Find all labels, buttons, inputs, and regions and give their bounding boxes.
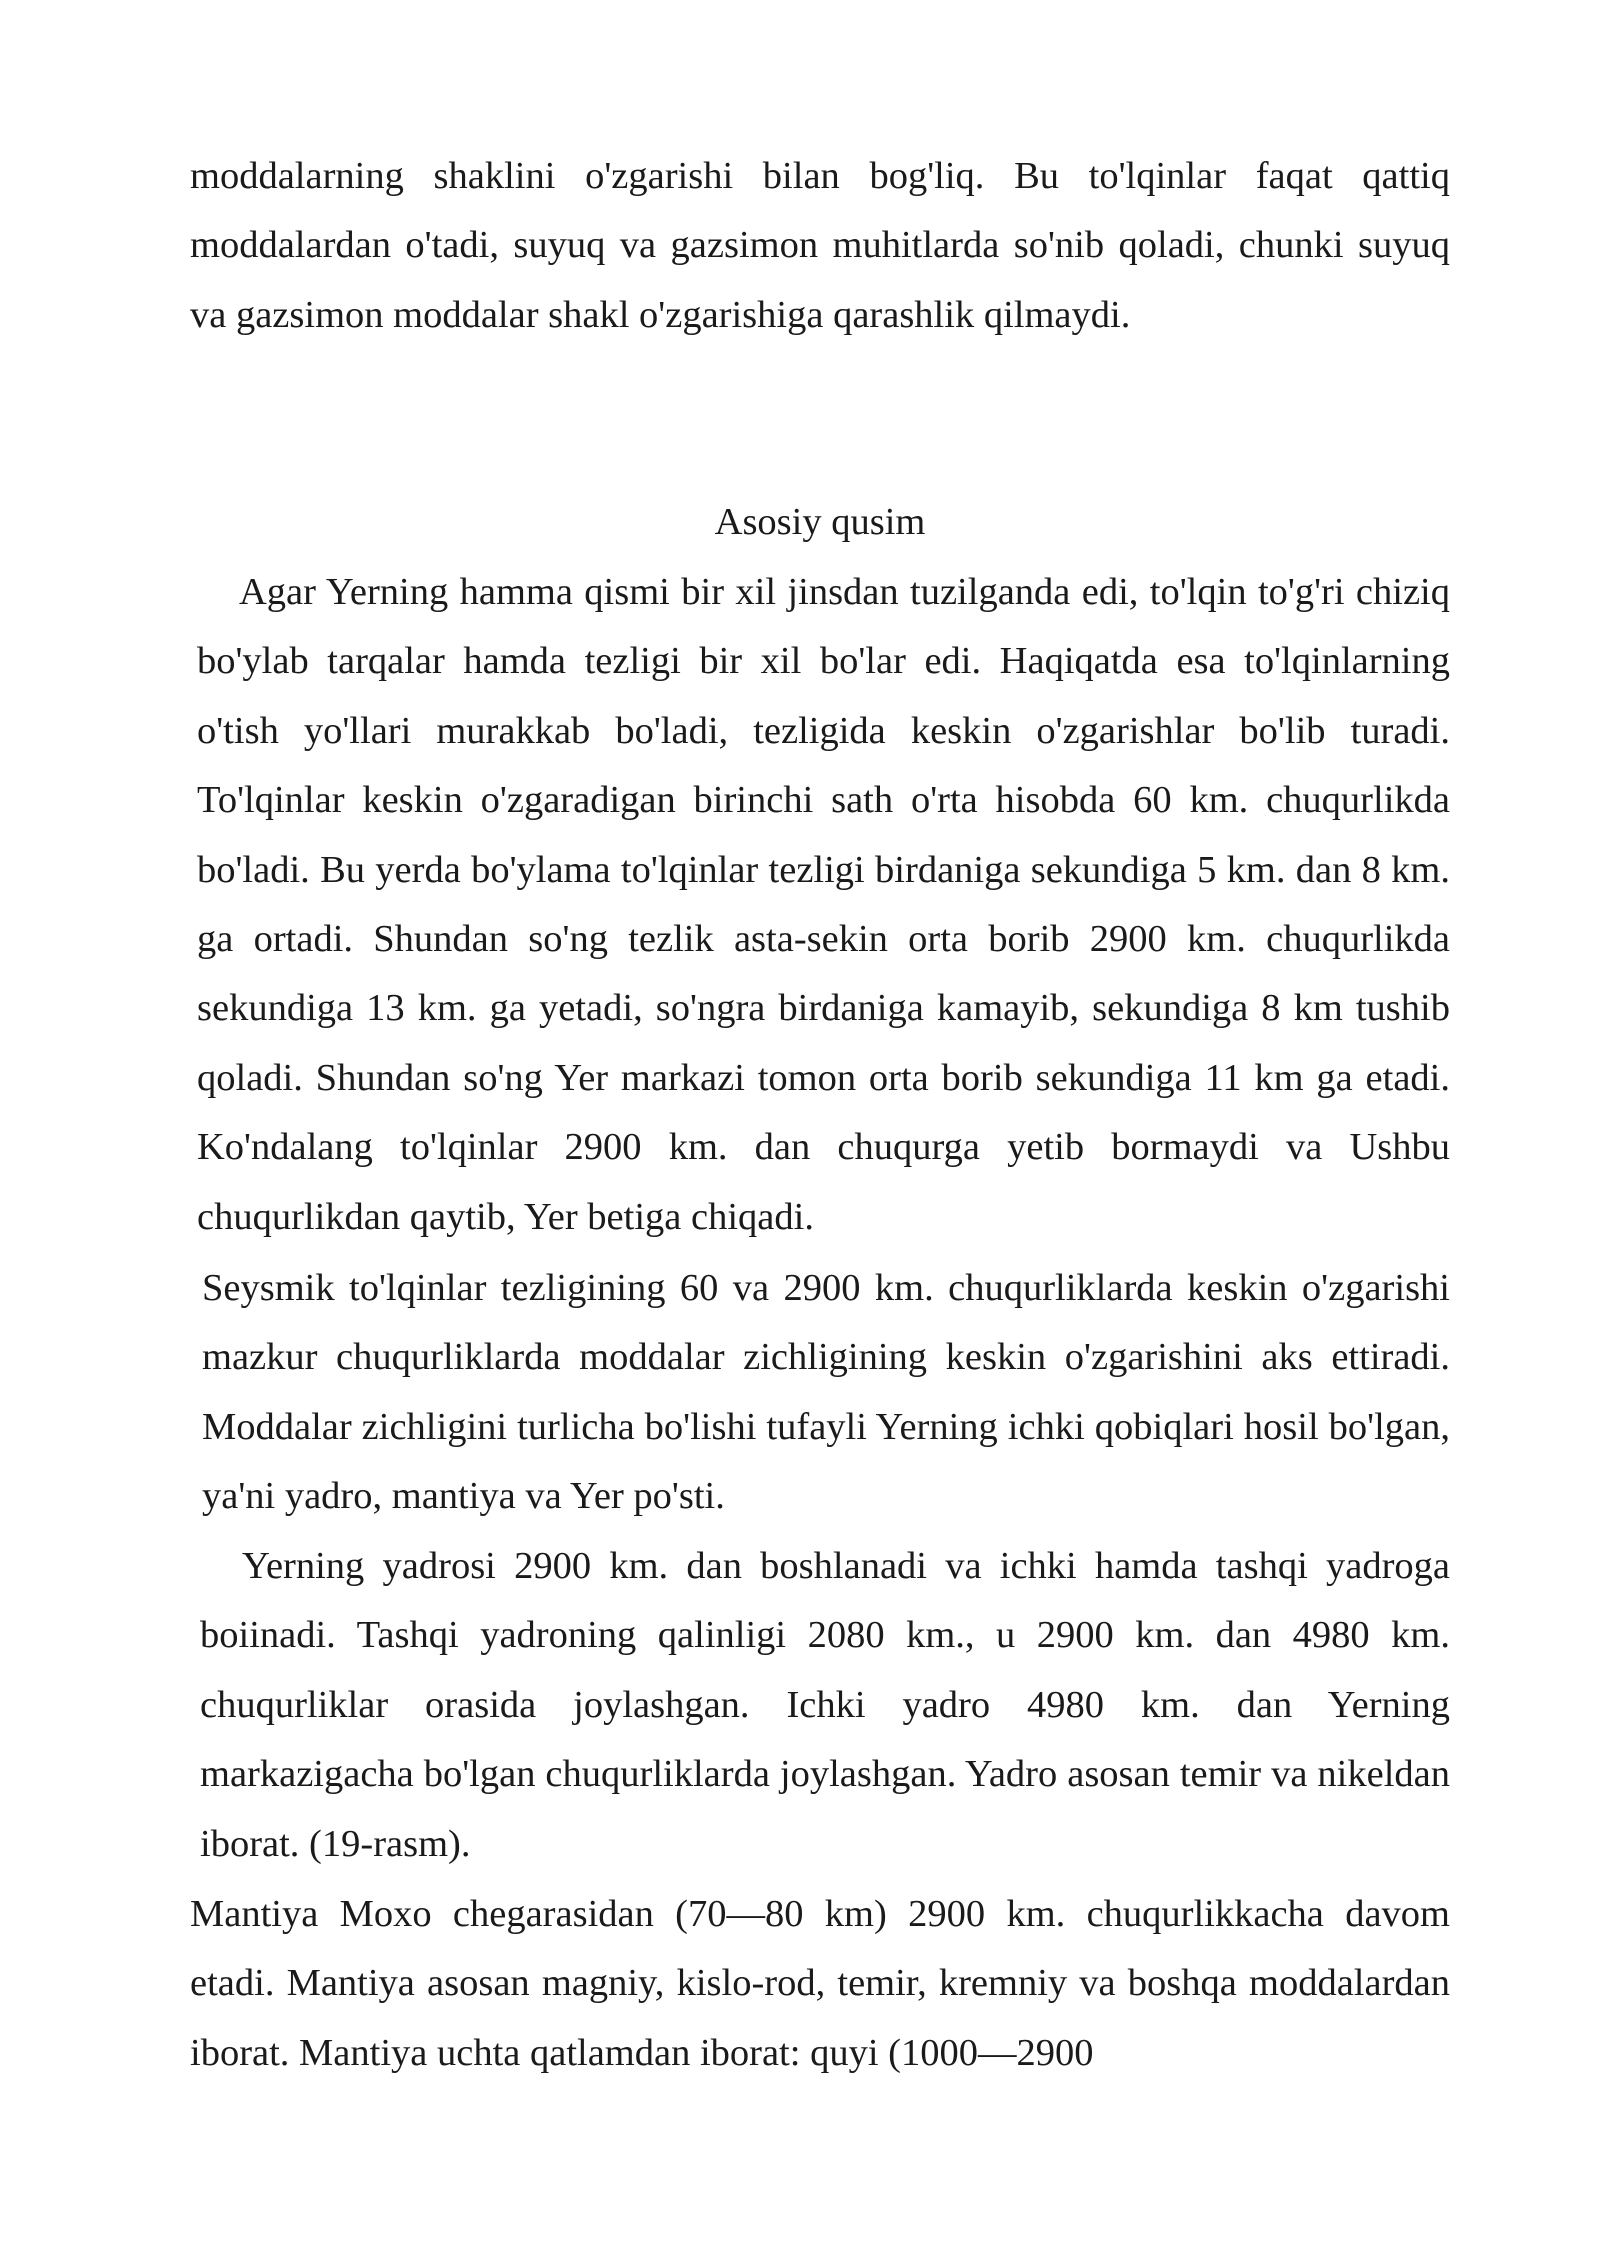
paragraph-wave-velocity: Agar Yerning hamma qismi bir xil jinsdan tuzilganda edi, to'lqin to'g'ri chiziq bo'ylab tarqalar hamda tezligi bir xil bo'lar edi. Haqiqatda esa to'lqinlarning o'tish yo'llari murakkab bo'ladi, tezligida keskin o'zgarishlar bo'lib turadi. To'lqinlar keskin o'zgaradigan birinchi sath o'rta hisobda 60 km. chuqurlikda bo'ladi. Bu yerda bo'ylama to'lqinlar tezligi birdaniga sekundiga 5 km. dan 8 km. ga ortadi. Shundan so'ng tezlik asta-sekin orta borib 2900 km. chuqurlikda sekundiga 13 km. ga yetadi, so'ngra birdaniga kamayib, sekundiga 8 km tushib qoladi. Shundan so'ng Yer markazi tomon orta borib sekundiga 11 km ga etadi. Ko'ndalang to'lqinlar 2900 km. dan chuqurga yetib bormaydi va Ushbu chuqurlikdan qaytib, Yer betiga chiqadi. bbox=[197, 571, 1450, 1238]
paragraph-seismic-density: Seysmik to'lqinlar tezligining 60 va 2900 km. chuqurliklarda keskin o'zgarishi mazkur chuqurliklarda moddalar zichligining keskin o'zgarishini aks ettiradi. Moddalar zichligini turlicha bo'lishi tufayli Yerning ichki qobiqlari hosil bo'lgan, ya'ni yadro, mantiya va Yer po'sti. bbox=[202, 1267, 1450, 1518]
paragraph-continuation: moddalarning shaklini o'zgarishi bilan bog'liq. Bu to'lqinlar faqat qattiq moddalardan o'tadi, suyuq va gazsimon muhitlarda so'nib qoladi, chunki suyuq va gazsimon moddalar shakl o'zgarishiga qarashlik qilmaydi. bbox=[190, 155, 1450, 336]
section-heading: Asosiy qusim bbox=[714, 501, 926, 543]
paragraph-earth-core: Yerning yadrosi 2900 km. dan boshlanadi va ichki hamda tashqi yadroga boiinadi. Tashqi yadroning qalinligi 2080 km., u 2900 km. dan 4980 km. chuqurliklar orasida joylashgan. Ichki yadro 4980 km. dan Yerning markazigacha bo'lgan chuqurliklarda joylashgan. Yadro asosan temir va nikeldan iborat. (19-rasm). bbox=[200, 1545, 1450, 1865]
paragraph-mantle: Mantiya Moxo chegarasidan (70—80 km) 2900 km. chuqurlikkacha davom etadi. Mantiya asosan magniy, kislo-rod, temir, kremniy va boshqa moddalardan iborat. Mantiya uchta qatlamdan iborat: quyi (1000—2900 bbox=[190, 1893, 1450, 2074]
